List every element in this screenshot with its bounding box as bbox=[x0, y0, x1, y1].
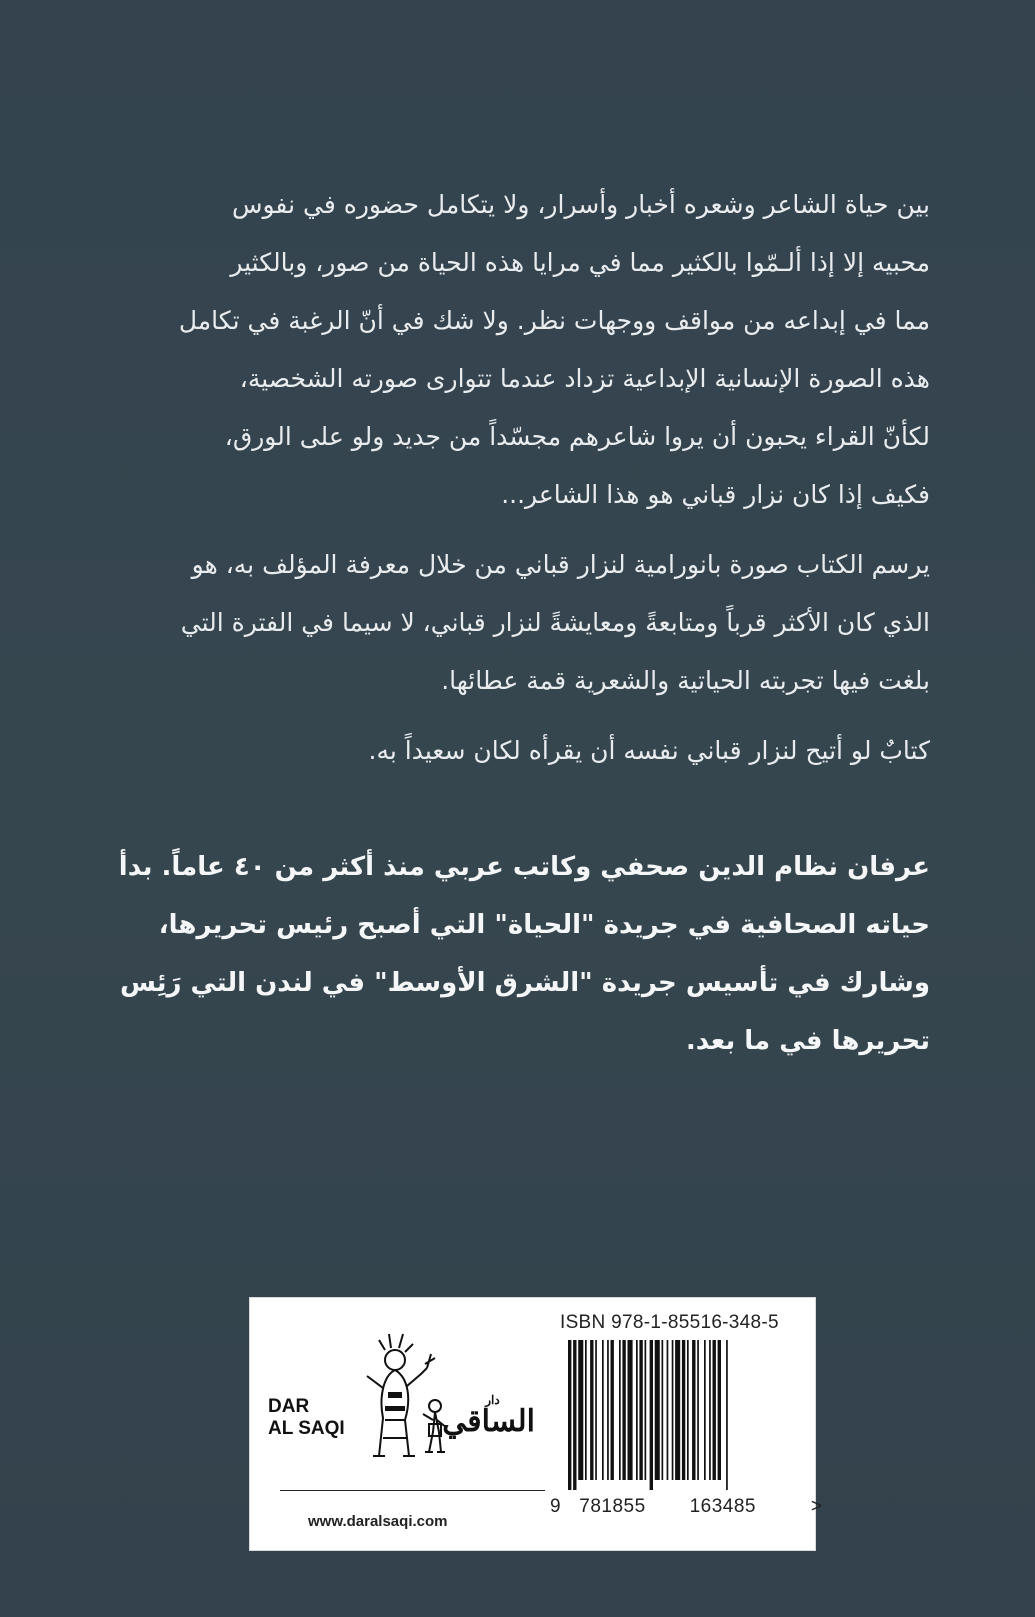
barcode-bar bbox=[622, 1340, 625, 1480]
barcode-bar bbox=[568, 1340, 571, 1490]
publisher-website: www.daralsaqi.com bbox=[308, 1513, 448, 1530]
barcode-digit-first: 9 bbox=[550, 1496, 561, 1517]
barcode-bar bbox=[718, 1340, 721, 1480]
publisher-arabic-logo bbox=[442, 1393, 535, 1465]
barcode-bar bbox=[709, 1340, 711, 1480]
barcode-icon bbox=[568, 1340, 778, 1490]
description-paragraph-3 bbox=[138, 722, 930, 780]
barcode-bar bbox=[692, 1340, 695, 1480]
text-line: لكأنّ القراء يحبون أن يروا شاعرهم مجسّداً من جديد ولو على الورق، bbox=[224, 422, 930, 451]
label-divider bbox=[280, 1490, 545, 1491]
barcode-bar bbox=[682, 1340, 685, 1480]
barcode-bar bbox=[619, 1340, 621, 1480]
barcode-bar bbox=[662, 1340, 664, 1480]
arabic-logo-main: الساقي bbox=[442, 1404, 535, 1439]
text-line: يرسم الكتاب صورة بانورامية لنزار قباني من خلال معرفة المؤلف به، هو bbox=[191, 550, 930, 579]
text-line: محبيه إلا إذا ألـمّوا بالكثير مما في مرايا هذه الحياة من صور، وبالكثير bbox=[230, 248, 930, 277]
text-line: بلغت فيها تجربته الحياتية والشعرية قمة عطائها. bbox=[441, 666, 930, 695]
publisher-logo-figure-icon bbox=[355, 1328, 460, 1468]
barcode-bar bbox=[687, 1340, 689, 1480]
text-line: فكيف إذا كان نزار قباني هو هذا الشاعر... bbox=[501, 480, 930, 509]
barcode-bar bbox=[636, 1340, 638, 1480]
barcode-bar bbox=[655, 1340, 660, 1480]
barcode-bar bbox=[607, 1340, 609, 1480]
barcode-bar bbox=[704, 1340, 706, 1480]
bio-line: عرفان نظام الدين صحفي وكاتب عربي منذ أكثر من ٤٠ عاماً. بدأ bbox=[118, 852, 930, 882]
barcode-digits-right: 163485 bbox=[689, 1496, 756, 1517]
barcode-bar bbox=[590, 1340, 593, 1480]
barcode-bar bbox=[595, 1340, 597, 1480]
barcode-bar bbox=[672, 1340, 674, 1480]
text-line: هذه الصورة الإنسانية الإبداعية تزداد عندما تتوارى صورته الشخصية، bbox=[239, 364, 930, 393]
barcode-bar bbox=[578, 1340, 583, 1480]
barcode-bar bbox=[645, 1340, 647, 1480]
author-bio bbox=[118, 838, 930, 1070]
bio-line: تحريرها في ما بعد. bbox=[685, 1026, 930, 1056]
text-line: مما في إبداعه من مواقف ووجهات نظر. ولا شك في أنّ الرغبة في تكامل bbox=[178, 306, 930, 335]
isbn-label: ISBN 978-1-85516-348-5 bbox=[560, 1312, 779, 1333]
barcode-bar bbox=[697, 1340, 699, 1480]
barcode-arrow: > bbox=[810, 1496, 822, 1517]
description-paragraph-2 bbox=[138, 536, 930, 710]
description-paragraph-1 bbox=[138, 176, 930, 524]
barcode-digits-left: 781855 bbox=[579, 1496, 646, 1517]
text-line: كتابٌ لو أتيح لنزار قباني نفسه أن يقرأه لكان سعيداً به. bbox=[368, 736, 930, 765]
publisher-barcode-label bbox=[249, 1297, 822, 1551]
barcode-bar bbox=[611, 1340, 614, 1480]
arabic-logo-small: دار bbox=[485, 1393, 500, 1407]
barcode-digits bbox=[550, 1496, 822, 1518]
barcode-bar bbox=[639, 1340, 642, 1480]
bio-line: حياته الصحافية في جريدة "الحياة" التي أصبح رئيس تحريرها، bbox=[158, 910, 930, 940]
bio-line: وشارك في تأسيس جريدة "الشرق الأوسط" في لندن التي رَئِس bbox=[119, 968, 930, 998]
barcode-bar bbox=[602, 1340, 604, 1480]
barcode-bar bbox=[726, 1340, 728, 1490]
barcode-bar bbox=[713, 1340, 716, 1480]
text-line: الذي كان الأكثر قرباً ومتابعةً ومعايشةً لنزار قباني، لا سيما في الفترة التي bbox=[180, 608, 930, 637]
barcode-bar bbox=[585, 1340, 587, 1480]
publisher-name-line-2: AL SAQI bbox=[268, 1418, 345, 1439]
publisher-name bbox=[268, 1396, 345, 1440]
barcode-bar bbox=[573, 1340, 576, 1490]
publisher-name-line-1: DAR bbox=[268, 1396, 310, 1417]
text-line: بين حياة الشاعر وشعره أخبار وأسرار، ولا يتكامل حضوره في نفوس bbox=[232, 190, 930, 219]
barcode-bar bbox=[650, 1340, 653, 1490]
barcode-bar bbox=[675, 1340, 680, 1480]
barcode-bar bbox=[628, 1340, 633, 1480]
barcode-bar bbox=[667, 1340, 669, 1480]
